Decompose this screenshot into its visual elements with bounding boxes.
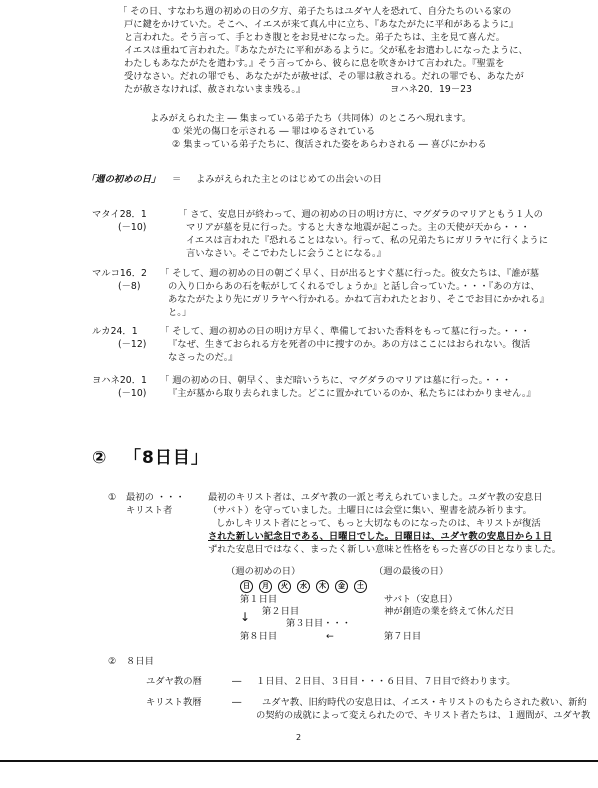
- day-wed-circle: 水: [297, 580, 310, 593]
- intro-line-1: 「 その日、すなわち週の初めの日の夕方、弟子たちはユダヤ人を恐れて、自分たちのいる家の: [118, 6, 512, 17]
- risen-item-1: ① 栄光の傷口を示される ― 罪はゆるされている: [172, 126, 376, 137]
- gospel-ref-mark: マルコ16．2: [92, 268, 147, 279]
- week-day-3: 第３日目・・・: [286, 618, 352, 629]
- week-day-7: 第７日目: [384, 631, 422, 642]
- gospel-john-line-2: 『主が墓から取り去られました。どこに置かれているのか、私たちにはわかりません。』: [168, 388, 536, 399]
- gospel-luke-line-3: なさったのだ。』: [168, 352, 238, 363]
- item-1-line-3: しかしキリスト者にとって、もっと大切なものになったのは、キリストが復活: [216, 518, 541, 529]
- christian-calendar-line-1: ユダヤ教、旧約時代の安息日は、イエス・キリストのもたらされた救い、新約: [262, 697, 587, 708]
- day-tue-circle: 火: [278, 580, 291, 593]
- christian-calendar-label: キリスト教暦: [146, 697, 202, 708]
- gospel-mark-line-2: の入り口からあの石を転がしてくれるでしょうか』と話し合っていた。・・・『あの方は、: [168, 281, 540, 292]
- section-2-number: ②: [92, 448, 108, 468]
- definition-text: よみがえられた主とのはじめての出会いの日: [196, 174, 382, 185]
- week-sabbath: サバト（安息日）: [384, 594, 458, 605]
- definition-equals: ＝: [172, 174, 182, 185]
- day-fri-circle: 金: [335, 580, 348, 593]
- item-1-line-1: 最初のキリスト者は、ユダヤ教の一派と考えられていました。ユダヤ教の安息日: [208, 492, 543, 503]
- item-1-label-2: キリスト者: [126, 505, 173, 516]
- intro-line-5: わたしもあなたがたを遣わす。』そう言ってから、彼らに息を吹きかけて言われた。『聖霊を: [124, 58, 505, 69]
- risen-item-2: ② 集まっている弟子たちに、復活された姿をあらわされる ― 喜びにかわる: [172, 139, 487, 150]
- gospel-ref-john-range: (－10): [118, 388, 147, 399]
- intro-line-4: イエスは重ねて言われた。『あなたがたに平和があるように。父が私をお遣わしになったように、: [124, 45, 528, 56]
- gospel-matthew-line-2: マリアが墓を見に行った。すると大きな地震が起こった。主の天使が天から・・・: [186, 222, 530, 233]
- day-sat-circle: 土: [354, 580, 367, 593]
- week-day-8: 第８日目: [240, 631, 278, 642]
- gospel-luke-line-1: 「 そして、週の初めの日の明け方早く、準備しておいた香料をもって墓に行った。・・・: [160, 326, 530, 337]
- jewish-calendar-dash: ―: [232, 676, 242, 687]
- week-day-circles: [240, 580, 373, 593]
- gospel-ref-luke: ルカ24．1: [92, 326, 138, 337]
- gospel-ref-mark-range: (－8): [118, 281, 141, 292]
- gospel-mark-line-1: 「 そして、週の初めの日の朝ごく早く、日が出るとすぐ墓に行った。彼女たちは、『誰が墓: [160, 268, 540, 279]
- intro-line-2: 戸に鍵をかけていた。そこへ、イエスが来て真ん中に立ち、『あなたがたに平和があるように』: [124, 19, 519, 30]
- item-2-title: ８日目: [126, 656, 154, 667]
- week-arrow-down: ↓: [240, 610, 251, 624]
- week-day-1: 第１日目: [240, 594, 278, 605]
- gospel-matthew-line-4: 言いなさい。そこでわたしに会うことになる。』: [186, 248, 386, 259]
- intro-line-6: 受けなさい。だれの罪でも、あなたがたが赦せば、その罪は赦される。だれの罪でも、あなたが: [124, 71, 524, 82]
- item-1-label-1: 最初の ・・・: [126, 492, 185, 503]
- gospel-luke-line-2: 『なぜ、生きておられる方を死者の中に捜すのか。あの方はここにはおられない。復活: [168, 339, 531, 350]
- section-2-title: 「8日目」: [124, 448, 209, 468]
- intro-line-7: たが赦さなければ、赦されないまま残る。』: [124, 84, 306, 95]
- gospel-matthew-line-3: イエスは言われた『恐れることはない。行って、私の兄弟たちにガリラヤに行くように: [186, 235, 549, 246]
- risen-heading: よみがえられた主 ― 集まっている弟子たち（共同体）のところへ現れます。: [150, 113, 472, 124]
- gospel-ref-luke-range: (－12): [118, 339, 147, 350]
- item-1-number: ①: [108, 492, 117, 503]
- item-2-number: ②: [108, 656, 117, 667]
- gospel-john-line-1: 「 週の初めの日、朝早く、まだ暗いうちに、マグダラのマリアは墓に行った。・・・: [160, 375, 512, 386]
- jewish-calendar-label: ユダヤ教の暦: [146, 676, 202, 687]
- jewish-calendar-text: １日目、２日目、３日目・・・６日目、７日目で終わります。: [256, 676, 516, 687]
- item-1-line-4: された新しい記念日である、日曜日でした。日曜日は、ユダヤ教の安息日から１日: [208, 531, 552, 542]
- christian-calendar-dash: ―: [232, 697, 242, 708]
- item-1-line-2: （サバト）を守っていました。土曜日には会堂に集い、聖書を読み祈ります。: [208, 505, 532, 516]
- gospel-ref-matthew: マタイ28．1: [92, 209, 147, 220]
- day-mon-circle: 月: [259, 580, 272, 593]
- bottom-rule: [0, 760, 598, 762]
- week-arrow-left: ←: [326, 631, 334, 642]
- definition-term: 「週の初めの日」: [86, 174, 161, 185]
- gospel-ref-matthew-range: (－10): [118, 222, 147, 233]
- gospel-mark-line-3: あなたがたより先にガリラヤへ行かれる。かねて言われたとおり、そこでお目にかかれる』: [168, 294, 549, 305]
- gospel-ref-john: ヨハネ20．1: [92, 375, 147, 386]
- christian-calendar-line-2: の契約の成就によって変えられたので、キリスト者たちは、１週間が、ユダヤ教: [256, 710, 591, 721]
- week-rest-text: 神が創造の業を終えて休んだ日: [384, 606, 515, 617]
- page-number: 2: [296, 733, 302, 742]
- week-start-label: （週の初めの日）: [226, 566, 301, 577]
- intro-line-3: と言われた。そう言って、手とわき腹とをお見せになった。弟子たちは、主を見て喜んだ。: [124, 32, 505, 43]
- gospel-matthew-line-1: 「 さて、安息日が終わって、週の初めの日の明け方に、マグダラのマリアともう１人の: [178, 209, 543, 220]
- gospel-mark-line-4: と。」: [168, 307, 192, 318]
- day-thu-circle: 木: [316, 580, 329, 593]
- item-1-line-5: ずれた安息日ではなく、まったく新しい意味と性格をもった喜びの日となりました。: [208, 544, 562, 555]
- week-end-label: （週の最後の日）: [374, 566, 449, 577]
- intro-reference: ヨハネ20．19－23: [390, 84, 472, 95]
- week-day-2: 第２日目: [262, 606, 300, 617]
- day-sun-circle: 日: [240, 580, 253, 593]
